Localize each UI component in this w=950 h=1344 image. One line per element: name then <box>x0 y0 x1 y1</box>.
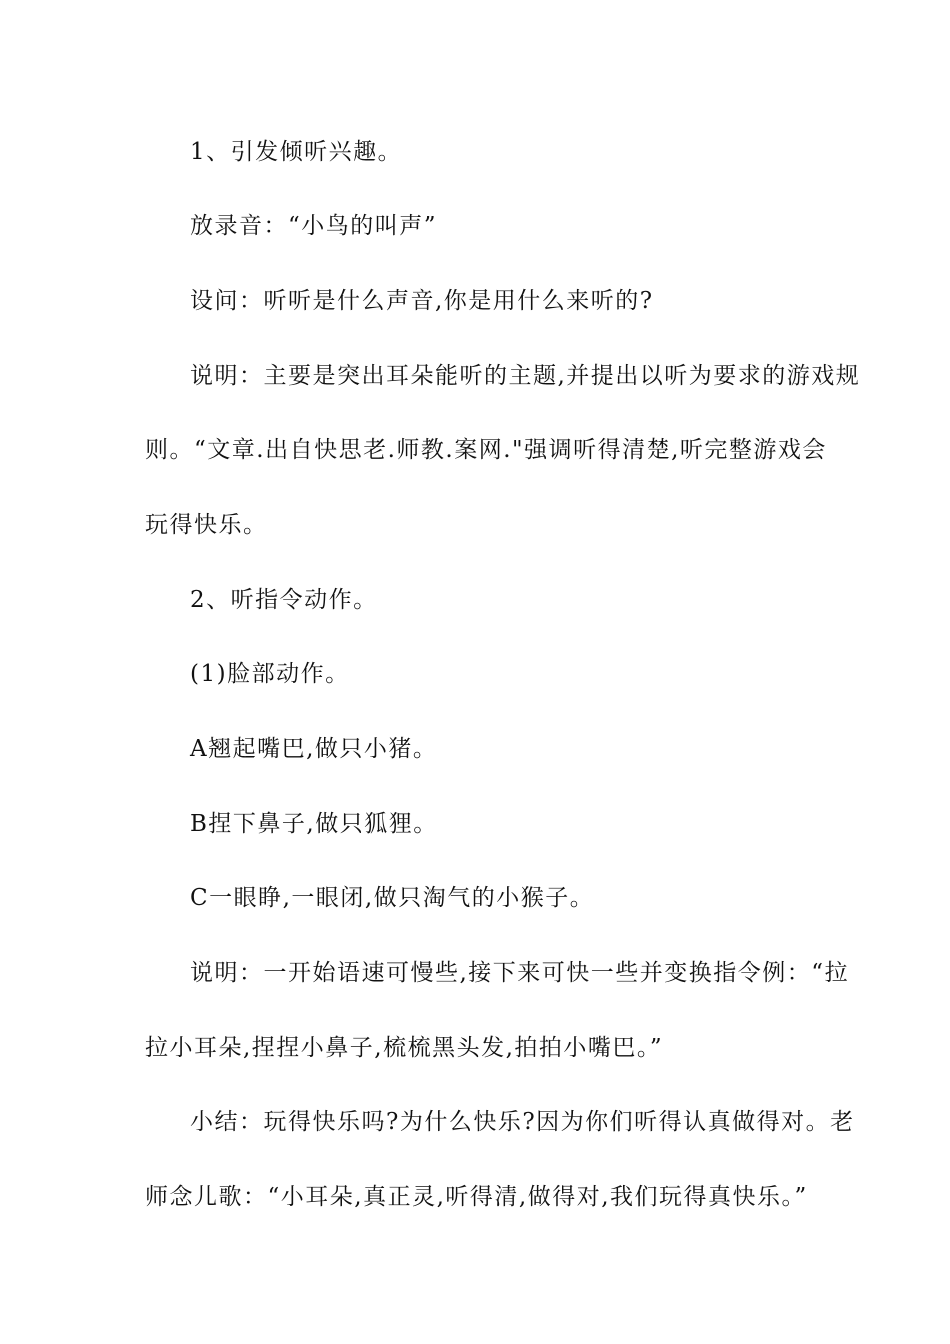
paragraph-line: 则。“文章.出自快思老.师教.案网."强调听得清楚,听完整游戏会 <box>145 437 827 463</box>
subsection-heading: (1)脸部动作。 <box>190 661 350 687</box>
paragraph-line: 小结：玩得快乐吗?为什么快乐?因为你们听得认真做得对。老 <box>190 1109 855 1135</box>
section-heading-1: 1、引发倾听兴趣。 <box>190 139 403 165</box>
list-item: C一眼睁,一眼闭,做只淘气的小猴子。 <box>190 885 595 911</box>
paragraph-line: 说明：主要是突出耳朵能听的主题,并提出以听为要求的游戏规 <box>190 363 861 389</box>
paragraph-line: 设问：听听是什么声音,你是用什么来听的? <box>190 288 654 314</box>
paragraph-line: 拉小耳朵,捏捏小鼻子,梳梳黑头发,拍拍小嘴巴。” <box>145 1035 664 1061</box>
paragraph-line: 玩得快乐。 <box>145 512 268 538</box>
section-heading-2: 2、听指令动作。 <box>190 587 378 613</box>
list-item: A翘起嘴巴,做只小猪。 <box>190 736 438 762</box>
paragraph-line: 师念儿歌：“小耳朵,真正灵,听得清,做得对,我们玩得真快乐。” <box>145 1184 808 1210</box>
paragraph-line: 放录音：“小鸟的叫声” <box>190 213 438 239</box>
list-item: B捏下鼻子,做只狐狸。 <box>190 811 438 837</box>
paragraph-line: 说明：一开始语速可慢些,接下来可快一些并变换指令例：“拉 <box>190 960 850 986</box>
